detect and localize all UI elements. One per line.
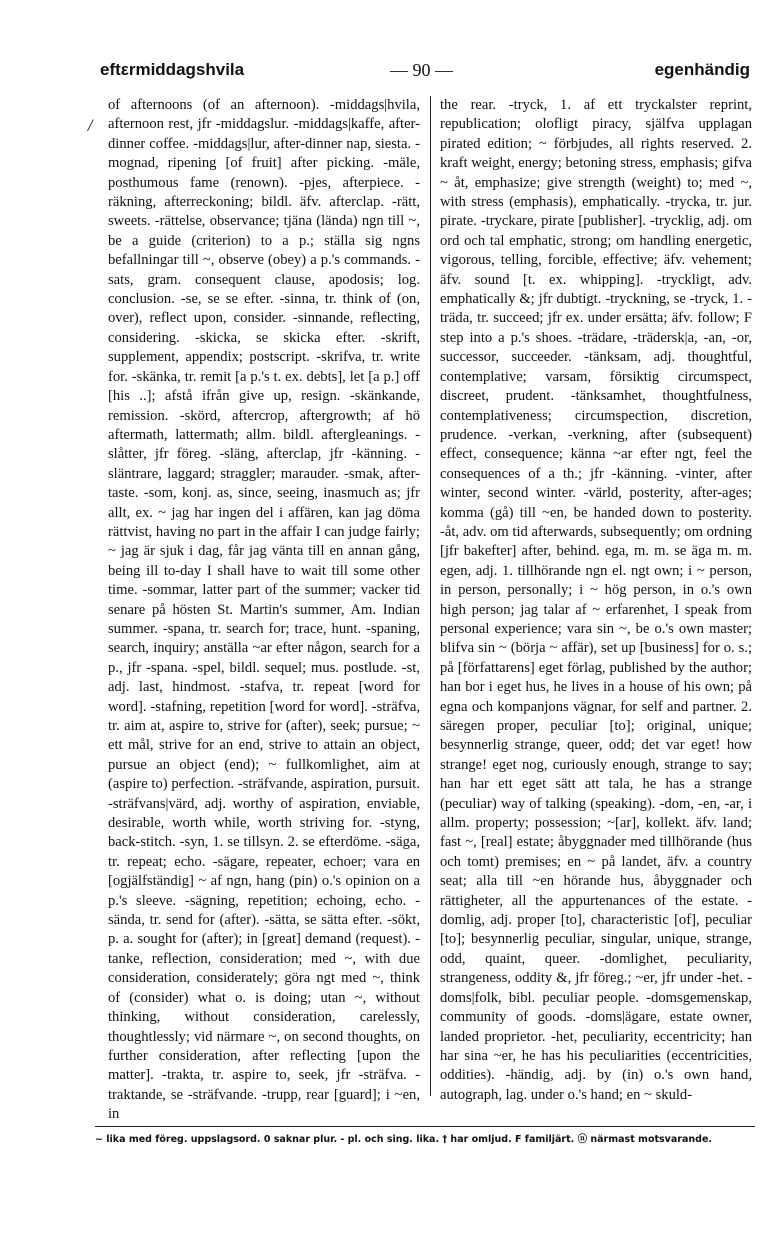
header-right-guideword: egenhändig — [654, 60, 750, 79]
footer-rule — [95, 1126, 755, 1127]
left-column-text: of afternoons (of an afternoon). -middags|hvila, afternoon rest, jfr -middagslur. -middags|kaffe, after-dinner coffee. -middags|lur, after-dinner nap, siesta. -mognad, ripening [of fruit] after picking. -mäle, posthumous fame (renown). -pjes, afterpiece. -räkning, afterreckoning; bildl. äfv. afterclap. -rätt, sweets. -rättelse, observance; tjäna (lända) ngn till ~, be a guide (criterion) to a p.; ställa sig ngns befallningar till ~, observe (obey) a p.'s commands. -sats, gram. consequent clause, apodosis; log. conclusion. -se, se se efter. -sinna, tr. think of (on, over), reflect upon, consider. -sinnande, reflecting, considering. -skicka, se skicka efter. -skrift, supplement, appendix; postscript. -skrifva, tr. write for. -skänka, tr. remit [a p.'s t. ex. debts], let [a p.] off [his ..]; afstå ifrån give up, resign. -skänkande, remission. -skörd, aftercrop, aftergrowth; af hö aftermath, lattermath; allm. bildl. aftergleanings. -slåtter, jfr föreg. -släng, afterclap, jfr -känning. -släntrare, laggard; straggler; marauder. -smak, after-taste. -som, konj. as, since, seeing, inasmuch as; jfr allt, ex. ~ jag har ingen del i affären, kan jag döma rättvist, having no part in the affair I can judge fairly; ~ jag är sjuk i dag, får jag vänta till en annan gång, being ill to-day I shall have to wait till some other time. -sommar, latter part of the summer; vacker tid senare på hösten St. Martin's summer, Am. Indian summer. -spana, tr. search for; trace, hunt. -spaning, search, inquiry; anställa ~ar efter någon, search for a p., jfr -spana. -spel, bildl. sequel; mus. postlude. -st, adj. last, hindmost. -stafva, tr. repeat [word for word]. -stafning, repetition [word for word]. -sträfva, tr. aim at, aspire to, strive for (after), seek; pursue; ~ ett mål, strive for an end, strive to attain an object, pursue an object (end); ~ fullkomlighet, aim at (aspire to) perfection. -sträfvande, aspiration, pursuit. -sträfvans|värd, adj. worthy of aspiration, enviable, desirable, worth while, worth striving for. -styng, back-stitch. -syn, 1. se tillsyn. 2. se efterdöme. -säga, tr. repeat; echo. -sägare, repeater, echoer; vara en [ogjälfständig] ~ af ngn, hang (pin) o.'s opinion on a p.'s sleeve. -sägning, repetition; echoing, echo. -sända, tr. send for (after). -sätta, se sätta efter. -sökt, p. a. sought for (after); in [great] demand (request). -tanke, reflection, consideration; med ~, with due consideration, considerately; göra ngt med ~, think of (consider) what o. is doing; utan ~, without thinking, without consideration, carelessly, thoughtlessly; vid närmare ~, on second thoughts, on further consideration, after reflecting [upon the matter]. -trakta, tr. aspire to, seek, jfr -sträfva. -traktande, se -sträfvande. -trupp, rear [guard]; i ~en, in — [108, 97, 420, 1123]
column-divider — [430, 96, 431, 1096]
legend-footer: ~ lika med föreg. uppslagsord. 0 saknar plur. - pl. och sing. lika. † har omljud. F familjärt. ⓝ närmast motsvarande. — [95, 1134, 712, 1145]
page-number: — 90 — — [390, 60, 453, 80]
page-header — [100, 60, 750, 86]
left-column — [108, 96, 420, 1123]
right-column-text: the rear. -tryck, 1. af ett tryckalster reprint, republication; olofligt piracy, själfva upplagan pirated edition; ~ förbjudes, all rights reserved. 2. kraft weight, energy; betoning stress, emphasis; gifva ~ åt, emphasize; give strength (weight) to; med ~, with stress (emphasis), emphatically. -trycka, tr. jur. pirate. -tryckare, pirate [publisher]. -trycklig, adj. om ord och tal emphatic, strong; om handling energetic, vigorous, telling, forcible, effective; äfv. vehement; äfv. sound [t. ex. whipping]. -tryckligt, adv. emphatically &; jfr dubtigt. -tryckning, se -tryck, 1. -träda, tr. succeed; jfr ex. under ersätta; äfv. follow; F step into a p.'s shoes. -trädare, -trädersk|a, -an, -or, successor, succeeder. -tänksam, adj. thoughtful, contemplative; varsam, försiktig circumspect, discreet, prudent. -tänksamhet, thoughtfulness, contemplativeness; circumspection, discretion, prudence. -verkan, -verkning, after (subsequent) effect, consequence; känna ~ar efter ngt, feel the consequences of a th.; jfr -känning. -vinter, after winter, second winter. -värld, posterity, after-ages; komma (gå) till ~en, be handed down to posterity. -åt, adv. om tid afterwards, subsequently; om ordning [jfr bakefter] after, behind. ega, m. m. se äga m. m. egen, adj. 1. tillhörande ngn el. ngt own; i ~ person, in person, personally; i ~ hög person, in o.'s own high person; jag talar af ~ erfarenhet, I speak from personal experience; vara sin ~, be o.'s own master; blifva sin ~ (börja ~ affär), set up [business] for o. s.; på [författarens] eget förlag, published by the author; han bor i eget hus, he lives in a house of his own; på egna och kompanjons vägnar, for self and partner. 2. säregen proper, peculiar [to]; original, unique; besynnerlig strange, queer, odd; det var eget! how strange! eget nog, curiously enough, strange to say; han har ett eget sätt att tala, he has a strange (peculiar) way of talking (speaking). -dom, -en, -ar, i allm. property; possession; ~[ar], kollekt. äfv. land; fast ~, [real] estate; åbyggnader med tillhörande (hus och tomt) premises; en ~ på landet, äfv. a country seat; alla till ~en hörande hus, åbyggnader och rättigheter, all the appurtenances of the estate. -domlig, adj. proper [to], characteristic [of], peculiar [to]; besynnerlig peculiar, singular, unique, strange, odd, quaint, queer. -domlighet, peculiarity, strangeness, oddity &, jfr föreg.; ~er, jfr under -het. -doms|folk, bibl. peculiar people. -domsgemenskap, community of goods. -doms|ägare, estate owner, landed proprietor. -het, peculiarity, eccentricity; han har sina ~er, he has his peculiarities (eccentricities, oddities). -händig, adj. by (in) o.'s own hand, autograph, lag. under o.'s hand; en ~ skuld- — [440, 97, 752, 1103]
header-left-guideword: eftεrmiddagshvila — [100, 60, 245, 79]
margin-pencil-mark: / — [88, 118, 93, 134]
right-column — [440, 96, 752, 1103]
